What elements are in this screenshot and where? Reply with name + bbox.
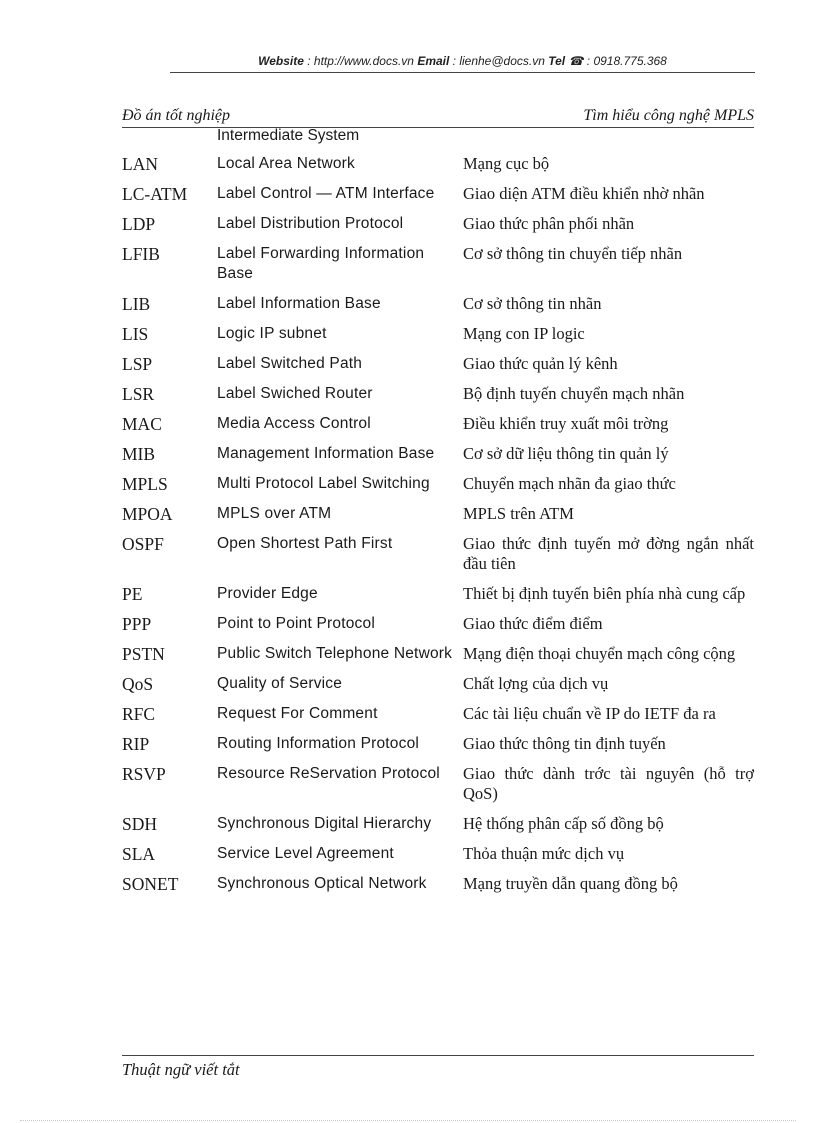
term-vietnamese: Chất lợng của dịch vụ [463, 674, 609, 693]
term-full-name: Resource ReServation Protocol [217, 765, 440, 782]
term-full-name: Routing Information Protocol [217, 735, 420, 752]
term-abbreviation: SLA [122, 844, 156, 864]
term-vietnamese: Mạng cục bộ [463, 154, 550, 173]
term-abbreviation: LIB [122, 294, 151, 314]
table-row [122, 380, 754, 410]
term-full-name: MPLS over ATM [217, 505, 332, 522]
term-abbreviation: LIS [122, 324, 149, 344]
term-abbreviation: MPOA [122, 504, 173, 524]
term-abbreviation: PE [122, 584, 143, 604]
term-vietnamese: Hệ thống phân cấp số đồng bộ [463, 814, 664, 833]
term-abbreviation: RFC [122, 704, 156, 724]
term-full-name: Local Area Network [217, 155, 355, 172]
table-row [122, 320, 754, 350]
document-header [122, 107, 754, 128]
phone-icon: ☎ [568, 54, 584, 68]
continued-line: Intermediate System [217, 127, 360, 144]
table-row [122, 500, 754, 530]
header-right-title: Tìm hiểu công nghệ MPLS [583, 107, 754, 124]
table-row [122, 840, 754, 870]
term-full-name: Logic IP subnet [217, 325, 327, 342]
term-abbreviation: RIP [122, 734, 150, 754]
table-row [122, 210, 754, 240]
page-footer: Thuật ngữ viết tắt [122, 1055, 754, 1080]
abbreviation-table [122, 150, 754, 900]
table-row [122, 810, 754, 840]
term-vietnamese: Mạng điện thoại chuyển mạch công cộng [463, 644, 736, 663]
term-abbreviation: LFIB [122, 244, 160, 264]
term-abbreviation: LSR [122, 384, 155, 404]
table-row [122, 730, 754, 760]
tel-label: Tel [548, 54, 566, 68]
term-full-name: Label Switched Path [217, 355, 363, 372]
header-left-title: Đồ án tốt nghiệp [122, 107, 230, 124]
website-label: Website [258, 54, 304, 68]
table-row [122, 470, 754, 500]
table-row [122, 350, 754, 380]
term-vietnamese: Điều khiển truy xuất môi trờng [463, 414, 669, 433]
phone-number: : 0918.775.368 [583, 54, 667, 68]
term-abbreviation: PPP [122, 614, 152, 634]
website-link[interactable]: : http://www.docs.vn [303, 54, 418, 68]
term-full-name: Point to Point Protocol [217, 615, 375, 632]
term-vietnamese: Mạng truyền dẫn quang đồng bộ [463, 874, 678, 893]
term-vietnamese: Bộ định tuyến chuyển mạch nhãn [463, 384, 685, 403]
term-vietnamese: Cơ sở thông tin nhãn [463, 294, 602, 313]
term-full-name: Media Access Control [217, 415, 371, 432]
table-row [122, 870, 754, 900]
table-row [122, 670, 754, 700]
term-full-name: Public Switch Telephone Network [217, 645, 453, 662]
term-vietnamese: Giao thức dành trớc tài nguyên (hỗ trợ QoS) [463, 764, 754, 803]
term-full-name: Quality of Service [217, 675, 343, 692]
term-abbreviation: MAC [122, 414, 162, 434]
term-full-name: Multi Protocol Label Switching [217, 475, 430, 492]
table-row [122, 700, 754, 730]
term-vietnamese: MPLS trên ATM [463, 504, 574, 523]
term-abbreviation: OSPF [122, 534, 164, 554]
term-full-name: Label Swiched Router [217, 385, 373, 402]
term-full-name: Service Level Agreement [217, 845, 394, 862]
table-row [122, 240, 754, 290]
term-vietnamese: Chuyển mạch nhãn đa giao thức [463, 474, 676, 493]
term-full-name: Label Information Base [217, 295, 381, 312]
term-full-name: Label Forwarding Information Base [217, 245, 425, 282]
table-row [122, 440, 754, 470]
term-full-name: Request For Comment [217, 705, 378, 722]
term-abbreviation: MIB [122, 444, 156, 464]
site-contact-bar [170, 54, 755, 73]
term-full-name: Open Shortest Path First [217, 535, 393, 552]
term-abbreviation: SDH [122, 814, 158, 834]
term-full-name: Label Control — ATM Interface [217, 185, 435, 202]
term-abbreviation: LDP [122, 214, 156, 234]
table-row [122, 580, 754, 610]
term-full-name: Management Information Base [217, 445, 435, 462]
table-row [122, 410, 754, 440]
table-row [122, 530, 754, 580]
table-row [122, 180, 754, 210]
page-edge-divider [20, 1120, 796, 1122]
term-vietnamese: Mạng con IP logic [463, 324, 585, 343]
term-vietnamese: Giao thức điểm điểm [463, 614, 603, 633]
term-abbreviation: RSVP [122, 764, 166, 784]
term-vietnamese: Giao thức phân phối nhãn [463, 214, 635, 233]
term-abbreviation: PSTN [122, 644, 165, 664]
table-row [122, 760, 754, 810]
email-link[interactable]: : lienhe@docs.vn [449, 54, 549, 68]
term-abbreviation: LSP [122, 354, 153, 374]
table-row [122, 150, 754, 180]
term-vietnamese: Các tài liệu chuẩn về IP do IETF đa ra [463, 704, 716, 723]
term-full-name: Synchronous Digital Hierarchy [217, 815, 432, 832]
term-abbreviation: MPLS [122, 474, 168, 494]
term-vietnamese: Giao thức định tuyến mở đờng ngắn nhất đầu tiên [463, 534, 754, 573]
term-vietnamese: Giao thức quản lý kênh [463, 354, 618, 373]
term-abbreviation: LC-ATM [122, 184, 188, 204]
term-abbreviation: SONET [122, 874, 179, 894]
table-row [122, 640, 754, 670]
term-vietnamese: Giao thức thông tin định tuyến [463, 734, 666, 753]
term-vietnamese: Giao diện ATM điều khiển nhờ nhãn [463, 184, 705, 203]
term-vietnamese: Cơ sở dữ liệu thông tin quản lý [463, 444, 669, 463]
term-vietnamese: Cơ sở thông tin chuyển tiếp nhãn [463, 244, 683, 263]
term-full-name: Synchronous Optical Network [217, 875, 427, 892]
table-row [122, 610, 754, 640]
term-abbreviation: LAN [122, 154, 158, 174]
table-row [122, 290, 754, 320]
term-full-name: Provider Edge [217, 585, 318, 602]
email-label: Email [417, 54, 450, 68]
term-abbreviation: QoS [122, 674, 154, 694]
term-vietnamese: Thiết bị định tuyến biên phía nhà cung cấp [463, 584, 746, 603]
term-full-name: Label Distribution Protocol [217, 215, 404, 232]
term-vietnamese: Thỏa thuận mức dịch vụ [463, 844, 625, 863]
